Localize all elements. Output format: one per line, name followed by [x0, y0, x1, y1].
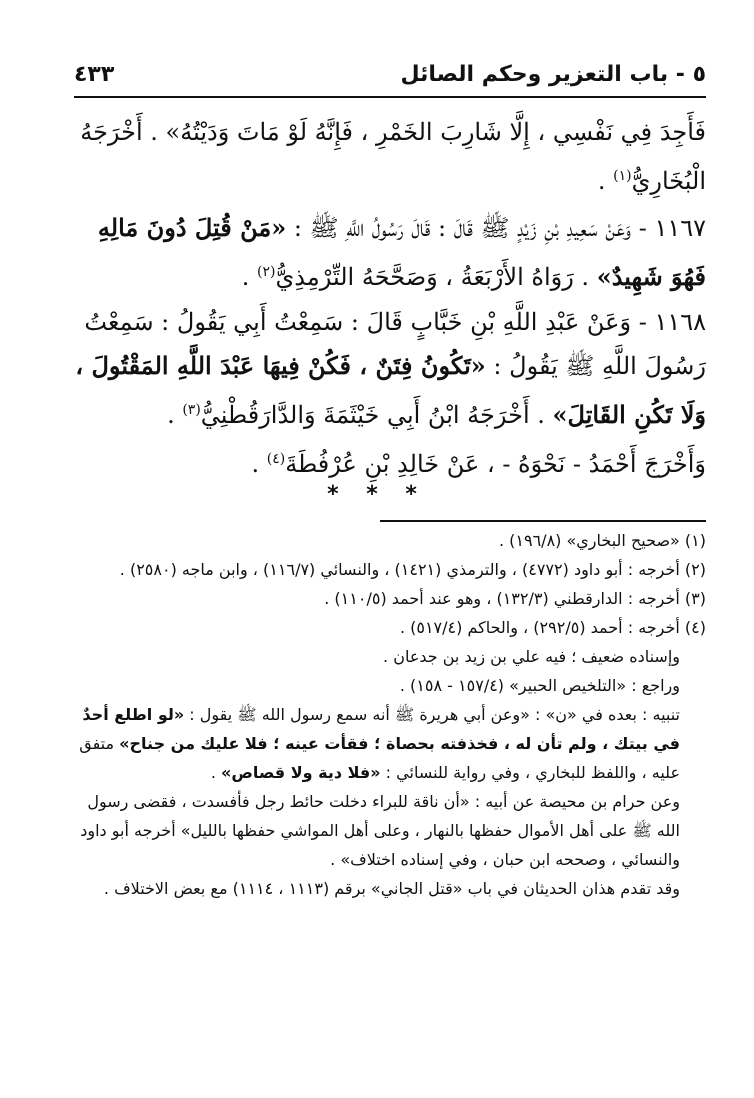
- footnote-ref: (٣): [182, 402, 201, 418]
- tanbih-matn: «لو اطلع أحدٌ في بيتك ، ولم تأن له ، فخذفته بحصاة ؛ فقأت عينه ؛ فلا عليك من جناح»: [82, 705, 680, 753]
- hadith-source: . رَوَاهُ الأَرْبَعَةُ ، وَصَحَّحَهُ التِّرْمِذِيُّ: [275, 263, 597, 291]
- hadith-extra: وَأَخْرَجَ أَحْمَدُ - نَحْوَهُ - ، عَنْ خَالِدِ بْنِ عُرْفُطَةَ: [285, 450, 706, 478]
- tanbih-matn-2: «فلا دية ولا قصاص»: [221, 763, 381, 782]
- hadith-source: . أَخْرَجَهُ ابْنُ أَبِي خَيْثَمَةَ وَالدَّارَقُطْنِيُّ: [200, 401, 553, 429]
- footnote-4-reference: وراجع : «التلخيص الحبير» (١٥٧/٤ - ١٥٨) .: [399, 676, 680, 695]
- footnotes: [74, 526, 706, 903]
- footnote-divider: [380, 520, 706, 522]
- footnote-2: (٢) أخرجه : أبو داود (٤٧٧٢) ، والترمذي (١٤٢١) ، والنسائي (١١٦/٧) ، وابن ماجه (٢٥٨٠) .: [119, 560, 706, 579]
- footnote-closing-note: وقد تقدم هذان الحديثان في باب «قتل الجاني» برقم (١١١٣ ، ١١١٤) مع بعض الاختلاف .: [103, 879, 680, 898]
- footnote-ref: (٢): [257, 264, 276, 280]
- body-text: .: [597, 167, 614, 195]
- page-number: ٤٣٣: [74, 62, 115, 87]
- hadith-intro: ١١٦٨ - وَعَنْ عَبْدِ اللَّهِ بْنِ خَبَّابٍ قَالَ : سَمِعْتُ أَبِي يَقُولُ : سَمِعْتُ رَسُولَ اللَّهِ ﷺ يَقُولُ :: [84, 308, 706, 380]
- footnote-4-isnad: وإسناده ضعيف ؛ فيه علي بن زيد بن جدعان .: [383, 647, 680, 666]
- footnote-haram: وعن حرام بن محيصة عن أبيه : «أن ناقة للبراء دخلت حائط رجل فأفسدت ، فقضى رسول الله ﷺ على أهل الأموال حفظها بالنهار ، وعلى أهل المواشي حفظها بالليل» أخرجه أبو داود والنسائي ، وصححه ابن حبان ، وفي إسناده اختلاف» .: [80, 792, 680, 869]
- tanbih-end: .: [210, 763, 222, 782]
- hadith-matn: «مَنْ قُتِلَ دُونَ مَالِهِ فَهُوَ شَهِيدٌ»: [97, 213, 706, 291]
- hadith-matn: «تَكُونُ فِتَنٌ ، فَكُنْ فِيهَا عَبْدَ اللَّهِ المَقْتُولَ ، وَلَا تَكُنِ القَاتِلَ»: [75, 351, 706, 429]
- footnote-ref: (٤): [266, 451, 286, 467]
- page-header: [74, 56, 706, 98]
- body-text: الْبُخَارِيُّ: [631, 167, 706, 195]
- body-text: .: [241, 263, 258, 291]
- tanbih-intro: تنبيه : بعده في «ن» : «وعن أبي هريرة ﷺ أنه سمع رسول الله ﷺ يقول :: [184, 705, 680, 724]
- chapter-title: ٥ - باب التعزير وحكم الصائل: [400, 62, 706, 87]
- body-text: .: [251, 450, 267, 478]
- footnote-3: (٣) أخرجه : الدارقطني (١٣٢/٣) ، وهو عند أحمد (١١٠/٥) .: [324, 589, 706, 608]
- footnote-1: (١) «صحيح البخاري» (١٩٦/٨) .: [498, 531, 706, 550]
- body-paragraph-1: [74, 110, 706, 203]
- hadith-1168: [74, 300, 706, 486]
- hadith-1167: [74, 206, 706, 299]
- footnote-tanbih: [74, 700, 706, 787]
- footnote-4: (٤) أخرجه : أحمد (٢٩٢/٥) ، والحاكم (٥١٧/٤) .: [399, 618, 706, 637]
- footnote-ref: (١): [613, 168, 632, 184]
- tanbih-source: متفق عليه ، واللفظ للبخاري ، وفي رواية للنسائي :: [79, 734, 680, 782]
- body-text: فَأَجِدَ فِي نَفْسِي ، إِلَّا شَارِبَ الخَمْرِ ، فَإِنَّهُ لَوْ مَاتَ وَدَيْتُهُ» . أَخْرَجَهُ: [80, 118, 706, 146]
- body-text: .: [167, 401, 183, 429]
- section-separator: * * *: [327, 482, 427, 507]
- hadith-intro: ١١٦٧ - وَعَنْ سَعِيدِ بْنِ زَيْدٍ ﷺ قَالَ : قَالَ رَسُولُ اللَّهِ ﷺ :: [286, 214, 706, 242]
